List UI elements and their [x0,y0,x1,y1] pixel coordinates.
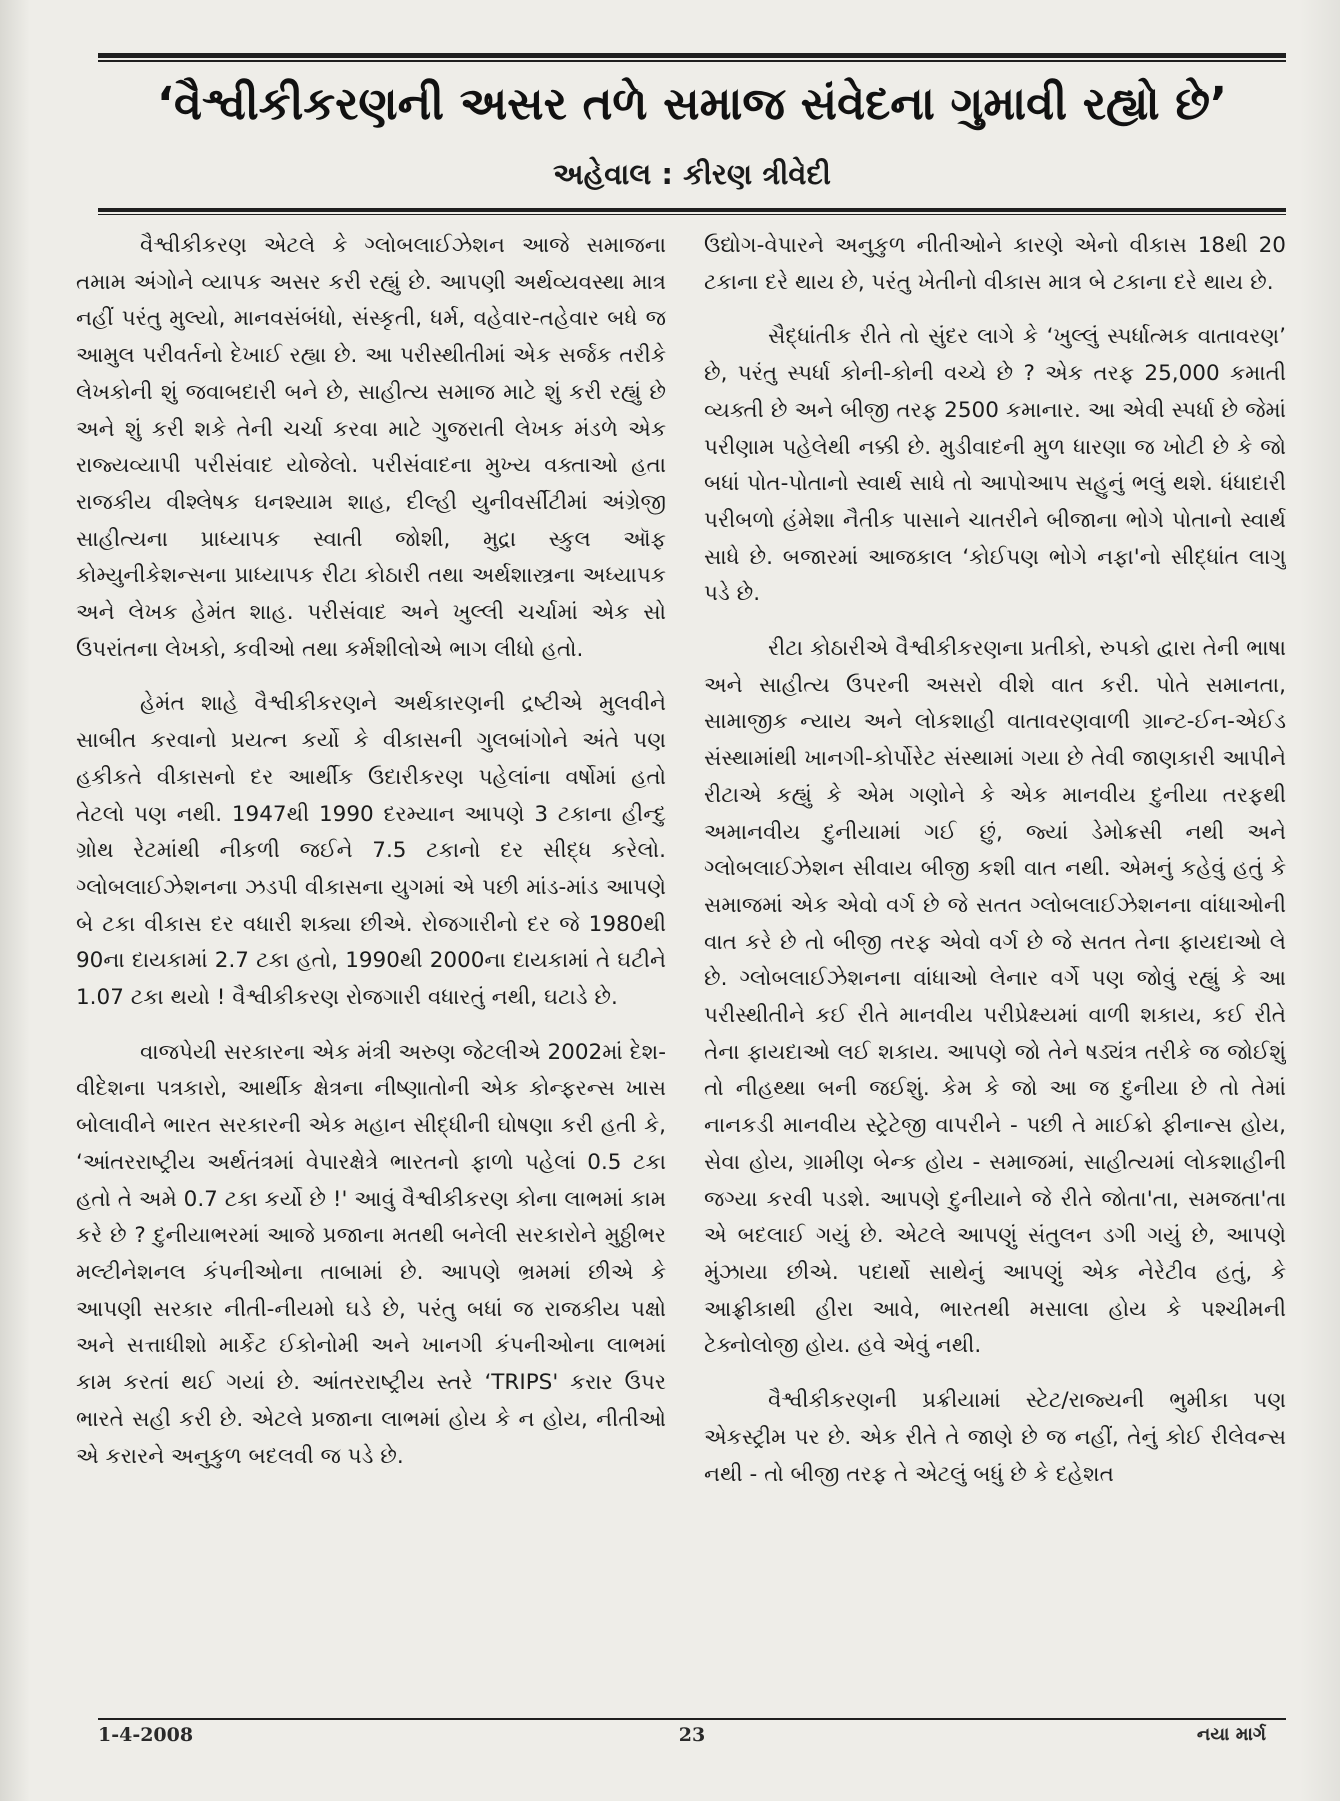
issue-date: 1-4-2008 [98,1724,194,1746]
paragraph: વૈશ્વીકીકરણની પ્રક્રીયામાં સ્ટેટ/રાજ્યની ભુમીકા પણ એકસ્ટ્રીમ પર છે. એક રીતે તે જાણે છે જ નહીં, તેનું કોઈ રીલેવન્સ નથી - તો બીજી તરફ તે એટલું બધું છે કે દહેશત [704,1388,1286,1487]
top-rule-thin [98,60,1286,62]
article-byline: અહેવાલ : કીરણ ત્રીવેદી [553,157,831,191]
right-column [704,228,1286,1706]
article-title: ‘વૈશ્વીકીકરણની અસર તળે સમાજ સંવેદના ગુમાવી રહ્યો છે’ [156,77,1228,130]
paragraph: વૈશ્વીકીકરણ એટલે કે ગ્લોબલાઈઝેશન આજે સમાજના તમામ અંગોને વ્યાપક અસર કરી રહ્યું છે. આપણી અર્થવ્યવસ્થા માત્ર નહીં પરંતુ મુલ્યો, માનવસંબંધો, સંસ્કૃતી, ધર્મ, વહેવાર-તહેવાર બધે જ આમુલ પરીવર્તનો દેખાઈ રહ્યા છે. આ પરીસ્થીતીમાં એક સર્જક તરીકે લેખકોની શું જવાબદારી બને છે, સાહીત્ય સમાજ માટે શું કરી રહ્યું છે અને શું કરી શકે તેની ચર્ચા કરવા માટે ગુજરાતી લેખક મંડળે એક રાજ્યવ્યાપી પરીસંવાદ યોજેલો. પરીસંવાદના મુખ્ય વક્તાઓ હતા રાજકીય વીશ્લેષક ઘનશ્યામ શાહ, દીલ્હી યુનીવર્સીટીમાં અંગ્રેજી સાહીત્યના પ્રાધ્યાપક સ્વાતી જોશી, મુદ્રા સ્કુલ ઑફ કોમ્યુનીકેશન્સના પ્રાધ્યાપક રીટા કોઠારી તથા અર્થશાસ્ત્રના અધ્યાપક અને લેખક હેમંત શાહ. પરીસંવાદ અને ખુલ્લી ચર્ચામાં એક સો ઉપરાંતના લેખકો, કવીઓ તથા કર્મશીલોએ ભાગ લીધો હતો. [76,233,666,662]
top-rule [98,53,1286,58]
page-number: 23 [678,1724,706,1746]
left-column [76,228,666,1706]
page-footer [98,1724,1286,1754]
footer-rule [98,1718,1286,1720]
paragraph: સૈદ્ધાંતીક રીતે તો સુંદર લાગે કે ‘ખુલ્લું સ્પર્ધાત્મક વાતાવરણ’ છે, પરંતુ સ્પર્ધા કોની-કોની વચ્ચે છે ? એક તરફ 25,000 કમાતી વ્યક્તી છે અને બીજી તરફ 2500 કમાનાર. આ એવી સ્પર્ધા છે જેમાં પરીણામ પહેલેથી નક્કી છે. મુડીવાદની મુળ ધારણા જ ખોટી છે કે જો બધાં પોત-પોતાનો સ્વાર્થ સાધે તો આપોઆપ સહુનું ભલું થશે. ધંધાદારી પરીબળો હંમેશા નૈતીક પાસાને ચાતરીને બીજાના ભોગે પોતાનો સ્વાર્થ સાધે છે. બજારમાં આજકાલ ‘કોઈપણ ભોગે નફા'નો સીદ્ધાંત લાગુ પડે છે. [704,324,1286,607]
header-rule [98,208,1286,212]
paragraph: વાજપેયી સરકારના એક મંત્રી અરુણ જેટલીએ 2002માં દેશ-વીદેશના પત્રકારો, આર્થીક ક્ષેત્રના નીષ્ણાતોની એક કોન્ફરન્સ ખાસ બોલાવીને ભારત સરકારની એક મહાન સીદ્ધીની ઘોષણા કરી હતી કે, ‘આંતરરાષ્ટ્રીય અર્થતંત્રમાં વેપારક્ષેત્રે ભારતનો ફાળો પહેલાં 0.5 ટકા હતો તે અમે 0.7 ટકા કર્યો છે !' આવું વૈશ્વીકીકરણ કોના લાભમાં કામ કરે છે ? દુનીયાભરમાં આજે પ્રજાના મતથી બનેલી સરકારોને મુઠ્ઠીભર મલ્ટીનેશનલ કંપનીઓના તાબામાં છે. આપણે ભ્રમમાં છીએ કે આપણી સરકાર નીતી-નીયમો ઘડે છે, પરંતુ બધાં જ રાજકીય પક્ષો અને સત્તાધીશો માર્કેટ ઈકોનોમી અને ખાનગી કંપનીઓના લાભમાં કામ કરતાં થઈ ગયાં છે. આંતરરાષ્ટ્રીય સ્તરે ‘TRIPS' કરાર ઉપર ભારતે સહી કરી છે. એટલે પ્રજાના લાભમાં હોય કે ન હોય, નીતીઓ એ કરારને અનુકુળ બદલવી જ પડે છે. [76,1039,666,1469]
paragraph: રીટા કોઠારીએ વૈશ્વીકીકરણના પ્રતીકો, રુપકો દ્વારા તેની ભાષા અને સાહીત્ય ઉપરની અસરો વીશે વાત કરી. પોતે સમાનતા, સામાજીક ન્યાય અને લોકશાહી વાતાવરણવાળી ગ્રાન્ટ-ઈન-એઈડ સંસ્થામાંથી ખાનગી-કોર્પોરેટ સંસ્થામાં ગયા છે તેવી જાણકારી આપીને રીટાએ કહ્યું કે એમ ગણોને કે એક માનવીય દુનીયા તરફથી અમાનવીય દુનીયામાં ગઈ છું, જ્યાં ડેમોક્રસી નથી અને ગ્લોબલાઈઝેશન સીવાય બીજી કશી વાત નથી. એમનું કહેવું હતું કે સમાજમાં એક એવો વર્ગ છે જે સતત ગ્લોબલાઈઝેશનના વાંધાઓની વાત કરે છે તો બીજી તરફ એવો વર્ગ છે જે સતત તેના ફાયદાઓ લે છે. ગ્લોબલાઈઝેશનના વાંધાઓ લેનાર વર્ગે પણ જોવું રહ્યું કે આ પરીસ્થીતીને કઈ રીતે માનવીય પરીપ્રેક્ષ્યમાં વાળી શકાય, કઈ રીતે તેના ફાયદાઓ લઈ શકાય. આપણે જો તેને ષડ્યંત્ર તરીકે જ જોઈશું તો નીહથ્થા બની જઈશું. કેમ કે જો આ જ દુનીયા છે તો તેમાં નાનકડી માનવીય સ્ટ્રેટેજી વાપરીને - પછી તે માઈક્રો ફીનાન્સ હોય, સેવા હોય, ગ્રામીણ બેન્ક હોય - સમાજમાં, સાહીત્યમાં લોકશાહીની જગ્યા કરવી પડશે. આપણે દુનીયાને જે રીતે જોતા'તા, સમજતા'તા એ બદલાઈ ગયું છે. એટલે આપણું સંતુલન ડગી ગયું છે, આપણે મુંઝાયા છીએ. પદાર્થો સાથેનું આપણું એક નેરેટીવ હતું, કે આફ્રીકાથી હીરા આવે, ભારતથી મસાલા હોય કે પશ્ચીમની ટેક્નોલોજી હોય. હવે એવું નથી. [704,636,1286,1359]
magazine-name: નયા માર્ગ [1196,1724,1266,1745]
header-rule-thin [98,214,1286,215]
paragraph: હેમંત શાહે વૈશ્વીકીકરણને અર્થકારણની દ્રષ્ટીએ મુલવીને સાબીત કરવાનો પ્રયત્ન કર્યો કે વીકાસની ગુલબાંગોને અંતે પણ હકીકતે વીકાસનો દર આર્થીક ઉદારીકરણ પહેલાંના વર્ષોમાં હતો તેટલો પણ નથી. 1947થી 1990 દરમ્યાન આપણે 3 ટકાના હીન્દુ ગ્રોથ રેટમાંથી નીકળી જઈને 7.5 ટકાનો દર સીદ્ધ કરેલો. ગ્લોબલાઈઝેશનના ઝડપી વીકાસના યુગમાં એ પછી માંડ-માંડ આપણે બે ટકા વીકાસ દર વધારી શક્યા છીએ. રોજગારીનો દર જે 1980થી 90ના દાયકામાં 2.7 ટકા હતો, 1990થી 2000ના દાયકામાં તે ઘટીને 1.07 ટકા થયો ! વૈશ્વીકીકરણ રોજગારી વધારતું નથી, ઘટાડે છે. [76,691,666,1011]
paragraph: ઉદ્યોગ-વેપારને અનુકુળ નીતીઓને કારણે એનો વીકાસ 18થી 20 ટકાના દરે થાય છે, પરંતુ ખેતીનો વીકાસ માત્ર બે ટકાના દરે થાય છે. [704,233,1286,295]
